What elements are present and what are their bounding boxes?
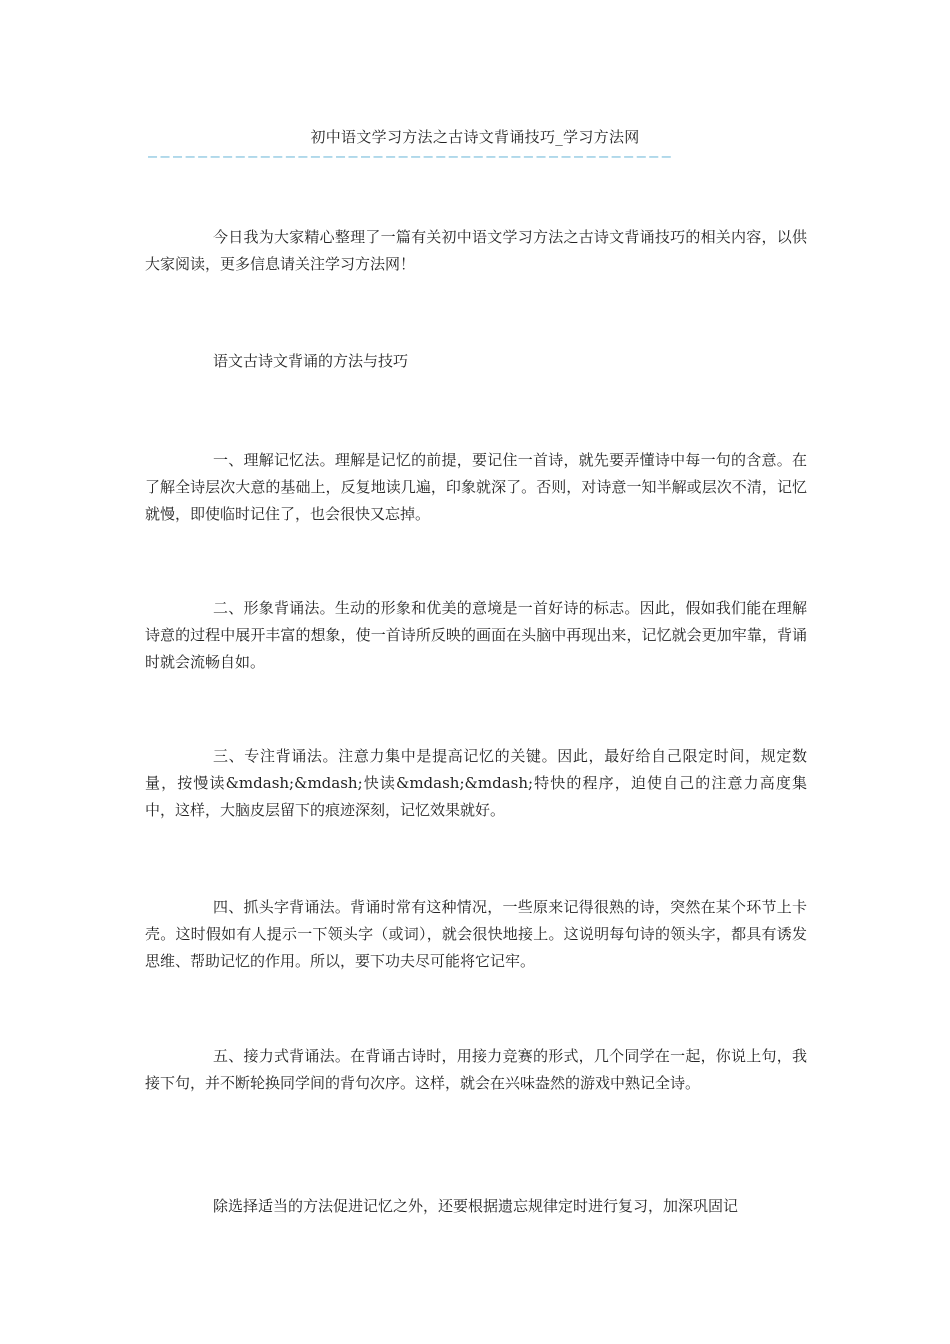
method-paragraph-3: 三、专注背诵法。注意力集中是提高记忆的关键。因此，最好给自己限定时间，规定数量，按慢读&mdash;&mdash;快读&mdash;&mdash;特快的程序，迫使自己的注意力高度集中，这样，大脑皮层留下的痕迹深刻，记忆效果就好。 xyxy=(145,747,807,819)
method-paragraph-1: 一、理解记忆法。理解是记忆的前提，要记住一首诗，就先要弄懂诗中每一句的含意。在了解全诗层次大意的基础上，反复地读几遍，印象就深了。否则，对诗意一知半解或层次不清，记忆就慢，即使临时记住了，也会很快又忘掉。 xyxy=(145,451,807,523)
closing-paragraph: 除选择适当的方法促进记忆之外，还要根据遗忘规律定时进行复习，加深巩固记 xyxy=(213,1197,739,1215)
method-paragraph-5: 五、接力式背诵法。在背诵古诗时，用接力竞赛的形式，几个同学在一起，你说上句，我接下句，并不断轮换同学间的背句次序。这样，就会在兴味盎然的游戏中熟记全诗。 xyxy=(145,1047,807,1092)
intro-paragraph: 今日我为大家精心整理了一篇有关初中语文学习方法之古诗文背诵技巧的相关内容，以供大家阅读，更多信息请关注学习方法网！ xyxy=(145,228,807,273)
title-divider: —————————————————————————————————————————— xyxy=(148,150,675,162)
method-paragraph-4: 四、抓头字背诵法。背诵时常有这种情况，一些原来记得很熟的诗，突然在某个环节上卡壳。这时假如有人提示一下领头字（或词），就会很快地接上。这说明每句诗的领头字，都具有诱发思维、帮助记忆的作用。所以，要下功夫尽可能将它记牢。 xyxy=(145,898,807,970)
section-heading: 语文古诗文背诵的方法与技巧 xyxy=(213,352,409,370)
document-title: 初中语文学习方法之古诗文背诵技巧_学习方法网 xyxy=(310,128,640,146)
method-paragraph-2: 二、形象背诵法。生动的形象和优美的意境是一首好诗的标志。因此，假如我们能在理解诗意的过程中展开丰富的想象，使一首诗所反映的画面在头脑中再现出来，记忆就会更加牢靠，背诵时就会流畅自如。 xyxy=(145,599,807,671)
